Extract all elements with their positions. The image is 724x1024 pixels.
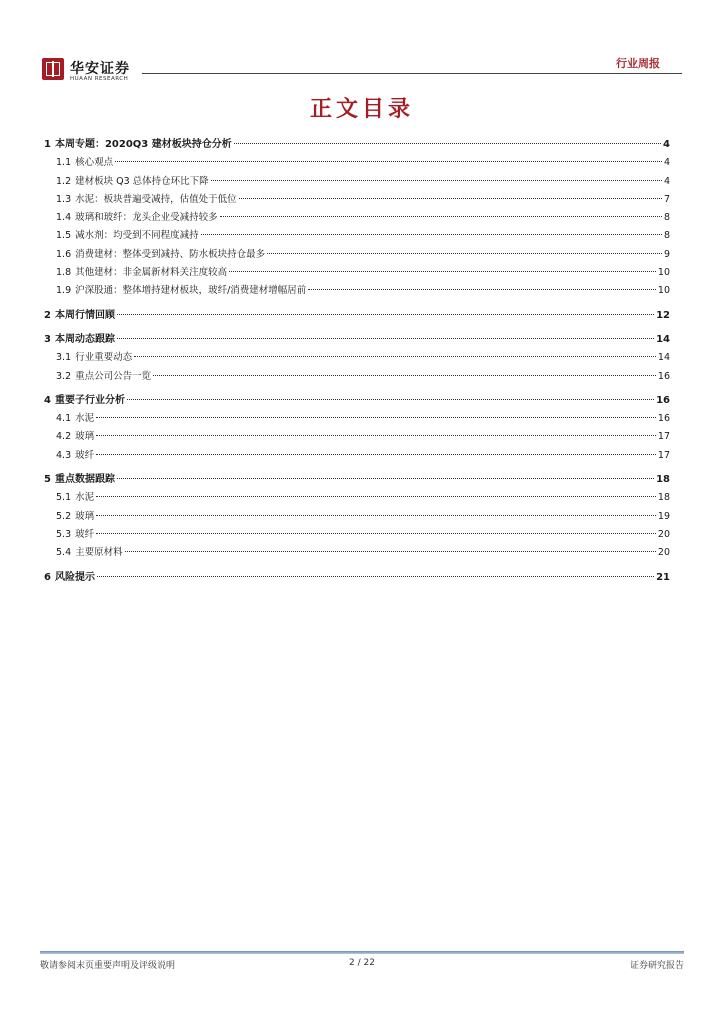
toc-dot-leader	[125, 551, 656, 552]
toc-entry[interactable]	[44, 331, 670, 349]
logo-subtext: HUAAN RESEARCH	[70, 76, 129, 82]
toc-entry-number: 4	[44, 394, 51, 406]
toc-entry-page: 10	[657, 267, 670, 279]
toc-entry-number: 1.2	[56, 175, 72, 187]
toc-entry-number: 1.9	[56, 285, 72, 297]
toc-entry[interactable]	[44, 154, 670, 172]
toc-entry-page: 19	[657, 510, 670, 522]
toc-dot-leader	[234, 143, 661, 144]
toc-entry-number: 3.1	[56, 352, 72, 364]
toc-dot-leader	[229, 271, 656, 272]
toc-dot-leader	[115, 161, 662, 162]
toc-dot-leader	[211, 180, 662, 181]
toc-entry-title: 建材板块 Q3 总体持仓环比下降	[75, 175, 209, 187]
header-divider	[142, 73, 682, 74]
toc-entry-title: 玻璃和玻纤：龙头企业受减持较多	[75, 212, 218, 224]
toc-entry-page: 17	[657, 431, 670, 443]
toc-entry-number: 2	[44, 309, 51, 321]
toc-entry-page: 18	[657, 492, 670, 504]
toc-entry-title: 玻纤	[75, 528, 95, 540]
toc-entry[interactable]	[44, 282, 670, 300]
toc-entry-title: 玻纤	[75, 449, 95, 461]
toc-dot-leader	[96, 515, 656, 516]
toc-entry[interactable]	[44, 246, 670, 264]
toc-entry-number: 5	[44, 474, 51, 486]
toc-dot-leader	[97, 576, 654, 577]
toc-dot-leader	[117, 478, 654, 479]
toc-entry-number: 4.3	[56, 449, 72, 461]
toc-entry-title: 重点公司公告一览	[75, 370, 152, 382]
toc-entry[interactable]	[44, 508, 670, 526]
toc-entry-number: 1.5	[56, 230, 72, 242]
toc-dot-leader	[134, 356, 656, 357]
toc-entry[interactable]	[44, 136, 670, 154]
toc-entry-page: 20	[657, 547, 670, 559]
toc-entry[interactable]	[44, 428, 670, 446]
toc-entry-page: 20	[657, 528, 670, 540]
toc-entry[interactable]	[44, 264, 670, 282]
logo-text: 华安证券	[70, 61, 130, 77]
toc-entry-page: 9	[663, 248, 670, 260]
footer-doc-type: 证券研究报告	[629, 961, 684, 971]
toc-dot-leader	[96, 417, 656, 418]
toc-dot-leader	[267, 253, 662, 254]
toc-entry-number: 4.2	[56, 431, 72, 443]
toc-dot-leader	[220, 216, 662, 217]
toc-dot-leader	[201, 234, 662, 235]
toc-entry[interactable]	[44, 447, 670, 465]
toc-dot-leader	[127, 399, 654, 400]
page-number: 2 / 22	[349, 958, 375, 968]
toc-dot-leader	[96, 435, 656, 436]
toc-entry-title: 重点数据跟踪	[54, 474, 115, 486]
toc-entry-page: 17	[657, 449, 670, 461]
toc-entry-title: 水泥：板块普遍受减持，估值处于低位	[75, 193, 237, 205]
toc-entry-number: 5.2	[56, 510, 72, 522]
toc-entry-title: 行业重要动态	[75, 352, 133, 364]
toc-entry[interactable]	[44, 209, 670, 227]
toc-entry[interactable]	[44, 307, 670, 325]
toc-entry-page: 16	[657, 370, 670, 382]
toc-entry[interactable]	[44, 489, 670, 507]
page-title: 正文目录	[309, 96, 414, 122]
toc-dot-leader	[117, 338, 654, 339]
toc-entry[interactable]	[44, 569, 670, 587]
toc-entry-title: 本周行情回顾	[54, 309, 115, 321]
toc-entry[interactable]	[44, 368, 670, 386]
toc-entry-page: 21	[656, 571, 670, 583]
toc-entry-page: 4	[663, 139, 670, 150]
toc-dot-leader	[96, 454, 656, 455]
toc-entry[interactable]	[44, 526, 670, 544]
toc-entry-number: 1.1	[56, 157, 72, 169]
toc-entry-number: 3.2	[56, 370, 72, 382]
toc-entry[interactable]	[44, 471, 670, 489]
toc-entry-number: 5.3	[56, 528, 72, 540]
toc-entry-number: 5.1	[56, 492, 72, 504]
toc-entry[interactable]	[44, 544, 670, 562]
footer-divider	[40, 951, 684, 954]
toc-entry-number: 1.4	[56, 212, 72, 224]
toc-dot-leader	[308, 289, 656, 290]
toc-dot-leader	[153, 375, 656, 376]
toc-entry-number: 6	[44, 571, 51, 583]
toc-entry-number: 1	[44, 139, 51, 150]
toc-dot-leader	[96, 533, 656, 534]
toc-entry-number: 1.6	[56, 248, 72, 260]
toc-entry-title: 主要原材料	[75, 547, 123, 559]
toc-entry[interactable]	[44, 410, 670, 428]
toc-entry[interactable]	[44, 349, 670, 367]
toc-entry-title: 消费建材：整体受到减持、防水板块持仓最多	[75, 248, 266, 260]
toc-entry-title: 其他建材：非金属新材料关注度较高	[75, 267, 228, 279]
report-type-label: 行业周报	[616, 57, 660, 70]
toc-entry-number: 1.8	[56, 267, 72, 279]
toc-entry[interactable]	[44, 227, 670, 245]
toc-entry-page: 12	[656, 309, 670, 321]
toc-entry-number: 1.3	[56, 193, 72, 205]
toc-entry-title: 本周动态跟踪	[54, 333, 115, 345]
toc-entry-page: 10	[657, 285, 670, 297]
toc-entry-page: 8	[663, 212, 670, 224]
toc-entry-title: 沪深股通：整体增持建材板块，玻纤/消费建材增幅居前	[75, 285, 307, 297]
footer-disclaimer: 敬请参阅末页重要声明及评级说明	[40, 961, 176, 971]
toc-entry-number: 4.1	[56, 413, 72, 425]
page-header	[40, 52, 684, 88]
toc-dot-leader	[117, 314, 654, 315]
toc-entry-title: 减水剂：均受到不同程度减持	[75, 230, 199, 242]
toc-entry-number: 5.4	[56, 547, 72, 559]
page-footer	[40, 958, 684, 972]
toc-entry[interactable]	[44, 392, 670, 410]
toc-entry-page: 16	[656, 394, 670, 406]
company-logo-icon	[42, 58, 64, 80]
toc-entry[interactable]	[44, 173, 670, 191]
toc-entry-page: 18	[656, 474, 670, 486]
toc-entry-title: 玻璃	[75, 510, 95, 522]
toc-entry-title: 水泥	[75, 492, 95, 504]
toc-entry-title: 重要子行业分析	[54, 394, 125, 406]
toc-entry-title: 本周专题：2020Q3 建材板块持仓分析	[54, 139, 232, 150]
toc-entry-number: 3	[44, 333, 51, 345]
toc-entry-page: 8	[663, 230, 670, 242]
toc-entry-title: 核心观点	[75, 157, 114, 169]
toc-entry-title: 风险提示	[54, 571, 95, 583]
toc-entry-page: 16	[657, 413, 670, 425]
toc-entry[interactable]	[44, 191, 670, 209]
toc-entry-page: 7	[663, 193, 670, 205]
toc-entry-title: 水泥	[75, 413, 95, 425]
toc-entry-page: 14	[656, 333, 670, 345]
table-of-contents	[44, 136, 670, 587]
toc-dot-leader	[239, 198, 662, 199]
toc-entry-page: 14	[657, 352, 670, 364]
toc-entry-page: 4	[663, 157, 670, 169]
toc-entry-page: 4	[663, 175, 670, 187]
toc-entry-title: 玻璃	[75, 431, 95, 443]
toc-dot-leader	[96, 496, 656, 497]
